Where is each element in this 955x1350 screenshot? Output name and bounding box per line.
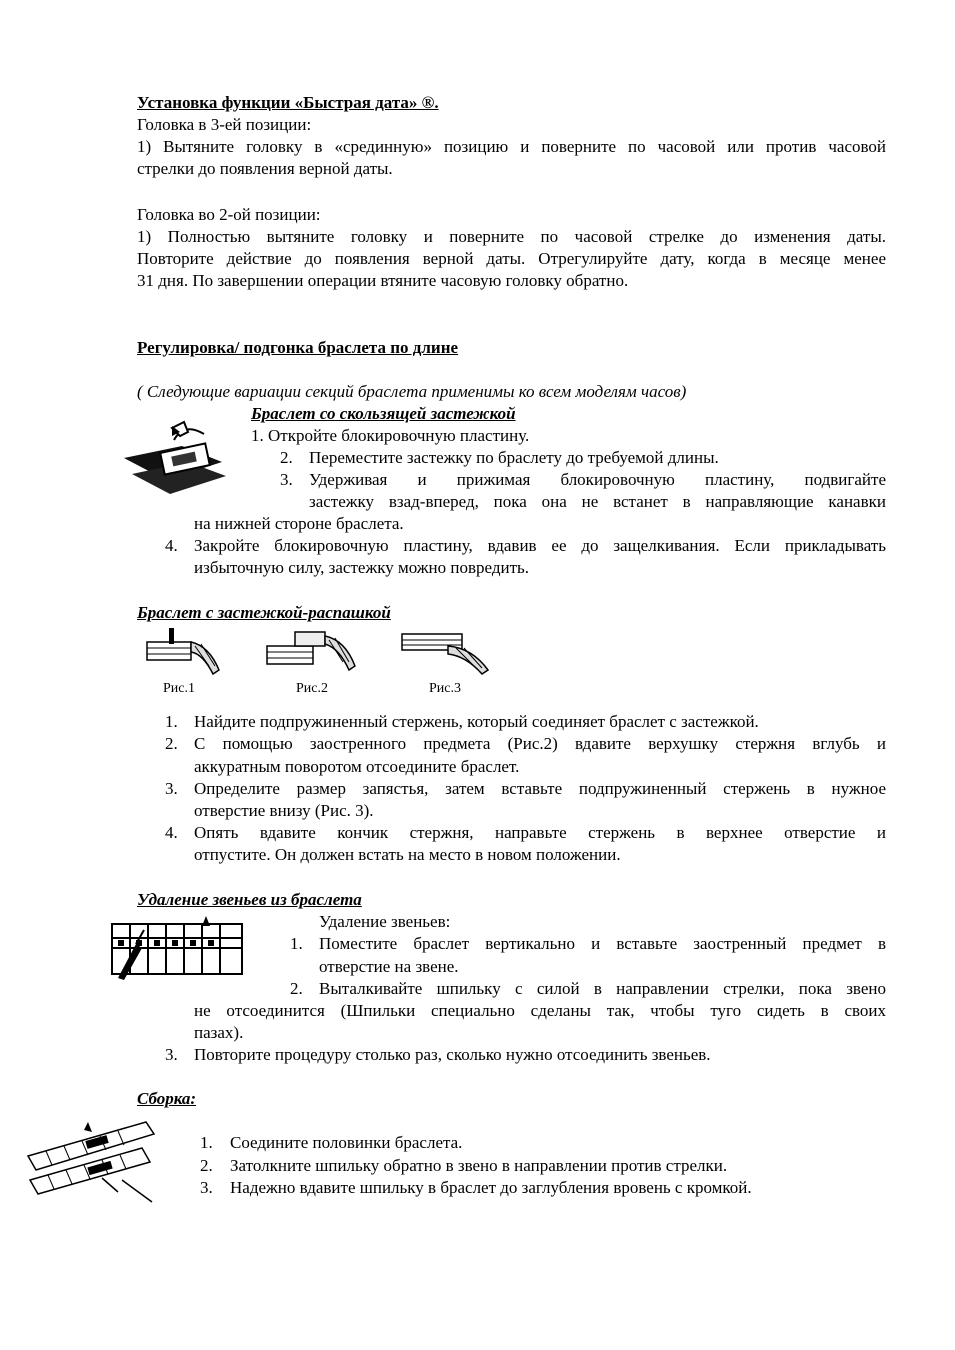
- bracelet-adjustment-title: Регулировка/ подгонка браслета по длине: [137, 338, 459, 357]
- crown-position-3-text-line2: стрелки до появления верной даты.: [137, 159, 393, 178]
- flip-clasp-step-3-number: 3.: [165, 779, 178, 798]
- flip-clasp-title: Браслет с застежкой-распашкой: [137, 603, 391, 622]
- assembly-step-2-number: 2.: [200, 1156, 213, 1175]
- assembly-title: Сборка:: [137, 1089, 197, 1108]
- link-removal-step-3: Повторите процедуру столько раз, сколько нужно отсоединить звеньев.: [194, 1045, 711, 1064]
- flip-clasp-step-4-line1: Опять вдавите кончик стержня, направьте стержень в верхнее отверстие и: [194, 823, 886, 842]
- flip-clasp-step-2-number: 2.: [165, 734, 178, 753]
- crown-position-2-heading: Головка во 2-ой позиции:: [137, 205, 321, 224]
- fig-2-caption: Рис.2: [296, 681, 328, 696]
- sliding-clasp-step-2-number: 2.: [280, 448, 293, 467]
- bracelet-adjustment-note: ( Следующие вариации секций браслета применимы ко всем моделям часов): [137, 382, 687, 401]
- sliding-clasp-step-3-line3: на нижней стороне браслета.: [194, 514, 404, 533]
- assembly-step-2: Затолкните шпильку обратно в звено в направлении против стрелки.: [230, 1156, 728, 1175]
- crown-position-2-text-line1: 1) Полностью вытяните головку и поверните по часовой стрелке до изменения даты.: [137, 227, 886, 246]
- crown-position-3-text-line1: 1) Вытяните головку в «срединную» позицию и поверните по часовой или против часовой: [137, 137, 886, 156]
- sliding-clasp-step-3-line1: Удерживая и прижимая блокировочную пластину, подвигайте: [309, 470, 886, 489]
- flip-clasp-step-4-line2: отпустите. Он должен встать на место в новом положении.: [194, 845, 621, 864]
- link-removal-title: Удаление звеньев из браслета: [137, 890, 362, 909]
- link-removal-step-3-number: 3.: [165, 1045, 178, 1064]
- sliding-clasp-title: Браслет со скользящей застежкой: [251, 404, 516, 423]
- flip-clasp-step-1-number: 1.: [165, 712, 178, 731]
- sliding-clasp-illustration: [122, 418, 230, 496]
- assembly-step-3-number: 3.: [200, 1178, 213, 1197]
- flip-clasp-step-3-line2: отверстие внизу (Рис. 3).: [194, 801, 374, 820]
- sliding-clasp-step-4-number: 4.: [165, 536, 178, 555]
- sliding-clasp-step-4-line1: Закройте блокировочную пластину, вдавив ее до защелкивания. Если прикладывать: [194, 536, 886, 555]
- crown-position-2-text-line2: Повторите действие до появления верной даты. Отрегулируйте дату, когда в месяце менее: [137, 249, 886, 268]
- flip-clasp-figure-1: [145, 626, 225, 678]
- sliding-clasp-step-3-line2: застежку взад-вперед, пока она не встанет в направляющие канавки: [309, 492, 886, 511]
- link-removal-step-2-line3: пазах).: [194, 1023, 244, 1042]
- flip-clasp-step-3-line1: Определите размер запястья, затем вставьте подпружиненный стержень в нужное: [194, 779, 886, 798]
- flip-clasp-figure-3: [400, 626, 495, 678]
- link-removal-step-2-line1: Выталкивайте шпильку с силой в направлении стрелки, пока звено: [319, 979, 886, 998]
- link-removal-step-1-line1: Поместите браслет вертикально и вставьте заостренный предмет в: [319, 934, 886, 953]
- link-removal-step-1-line2: отверстие на звене.: [319, 957, 459, 976]
- assembly-illustration: [26, 1118, 158, 1208]
- fig-3-caption: Рис.3: [429, 681, 461, 696]
- flip-clasp-figure-2: [265, 626, 360, 678]
- fig-1-caption: Рис.1: [163, 681, 195, 696]
- link-removal-step-1-number: 1.: [290, 934, 303, 953]
- assembly-step-3: Надежно вдавите шпильку в браслет до заглубления вровень с кромкой.: [230, 1178, 752, 1197]
- crown-position-2-text-line3: 31 дня. По завершении операции втяните часовую головку обратно.: [137, 271, 629, 290]
- crown-position-3-heading: Головка в 3-ей позиции:: [137, 115, 312, 134]
- sliding-clasp-step-4-line2: избыточную силу, застежку можно повредить.: [194, 558, 530, 577]
- link-removal-illustration: [110, 914, 245, 980]
- flip-clasp-step-1: Найдите подпружиненный стержень, который соединяет браслет с застежкой.: [194, 712, 759, 731]
- sliding-clasp-step-3-number: 3.: [280, 470, 293, 489]
- assembly-step-1-number: 1.: [200, 1133, 213, 1152]
- sliding-clasp-step-2: Переместите застежку по браслету до требуемой длины.: [309, 448, 719, 467]
- assembly-step-1: Соедините половинки браслета.: [230, 1133, 463, 1152]
- sliding-clasp-step-1: 1. Откройте блокировочную пластину.: [251, 426, 530, 445]
- quick-date-title: Установка функции «Быстрая дата» ®.: [137, 93, 439, 112]
- flip-clasp-step-4-number: 4.: [165, 823, 178, 842]
- link-removal-step-2-number: 2.: [290, 979, 303, 998]
- flip-clasp-step-2-line2: аккуратным поворотом отсоедините браслет.: [194, 757, 520, 776]
- flip-clasp-step-2-line1: С помощью заостренного предмета (Рис.2) вдавите верхушку стержня вглубь и: [194, 734, 886, 753]
- link-removal-step-2-line2: не отсоединится (Шпильки специально сделаны так, чтобы туго сидеть в своих: [194, 1001, 886, 1020]
- link-removal-intro: Удаление звеньев:: [319, 912, 451, 931]
